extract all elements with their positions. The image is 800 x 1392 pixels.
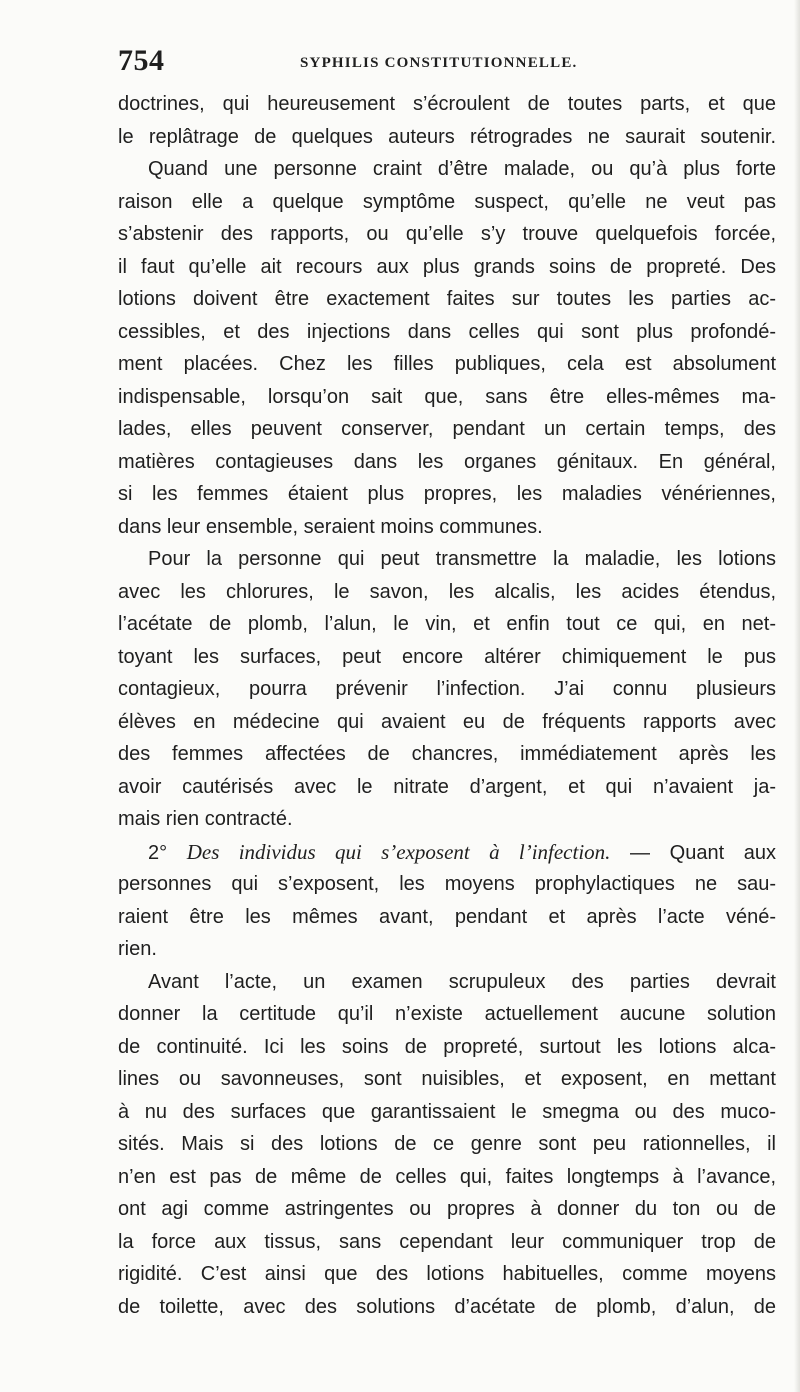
- section-number: 2°: [148, 841, 168, 864]
- section-title: Des individus qui s’exposent à l’infection.: [186, 839, 611, 864]
- text-line: de toilette, avec des solutions d’acétate de plomb, d’alun, de: [118, 1295, 776, 1318]
- text-line: des femmes affectées de chancres, immédiatement après les: [118, 743, 776, 765]
- text-line: Avant l’acte, un examen scrupuleux des parties devrait: [148, 970, 776, 993]
- text-line: il faut qu’elle ait recours aux plus grands soins de propreté. Des: [118, 255, 776, 278]
- text-line: Pour la personne qui peut transmettre la maladie, les lotions: [148, 548, 776, 570]
- text-line: élèves en médecine qui avaient eu de fréquents rapports avec: [118, 710, 776, 733]
- text-line: de continuité. Ici les soins de propreté, surtout les lotions alca-: [118, 1035, 776, 1058]
- text-line: ont agi comme astringentes ou propres à donner du ton ou de: [118, 1198, 776, 1220]
- text-line: indispensable, lorsqu’on sait que, sans être elles-mêmes ma-: [118, 385, 776, 408]
- text-line: si les femmes étaient plus propres, les maladies vénériennes,: [118, 483, 776, 505]
- text-line: n’en est pas de même de celles qui, faites longtemps à l’avance,: [118, 1165, 776, 1188]
- text-line: dans leur ensemble, seraient moins communes.: [118, 515, 543, 538]
- text-line: lines ou savonneuses, sont nuisibles, et exposent, en mettant: [118, 1068, 776, 1090]
- text-line: doctrines, qui heureusement s’écroulent de toutes parts, et que: [118, 93, 776, 115]
- text-line: matières contagieuses dans les organes génitaux. En général,: [118, 450, 776, 473]
- text-line: la force aux tissus, sans cependant leur communiquer trop de: [118, 1230, 776, 1253]
- text-line: mais rien contracté.: [118, 808, 293, 830]
- text-line: raison elle a quelque symptôme suspect, qu’elle ne veut pas: [118, 190, 776, 213]
- text-line: rien.: [118, 938, 157, 960]
- text-line: rigidité. C’est ainsi que des lotions habituelles, comme moyens: [118, 1263, 776, 1285]
- text-line: cessibles, et des injections dans celles qui sont plus profondé-: [118, 320, 776, 343]
- text-line: sités. Mais si des lotions de ce genre sont peu rationnelles, il: [118, 1133, 776, 1155]
- body-text: [118, 88, 776, 1323]
- running-title: SYPHILIS CONSTITUTIONNELLE.: [300, 55, 578, 71]
- running-head: [118, 44, 758, 84]
- text-line: avec les chlorures, le savon, les alcalis, les acides étendus,: [118, 580, 776, 603]
- text-line: Quand une personne craint d’être malade, ou qu’à plus forte: [148, 158, 776, 180]
- text-line: à nu des surfaces que garantissaient le smegma ou des muco-: [118, 1100, 776, 1123]
- text-line: avoir cautérisés avec le nitrate d’argent, et qui n’avaient ja-: [118, 775, 776, 798]
- text-line: lades, elles peuvent conserver, pendant un certain temps, des: [118, 418, 776, 440]
- page-edge-shadow: [794, 0, 800, 1392]
- text-line: contagieux, pourra prévenir l’infection. J’ai connu plusieurs: [118, 678, 776, 700]
- text-line: l’acétate de plomb, l’alun, le vin, et enfin tout ce qui, en net-: [118, 613, 776, 635]
- text-line: lotions doivent être exactement faites sur toutes les parties ac-: [118, 288, 776, 310]
- text-line: le replâtrage de quelques auteurs rétrogrades ne saurait soutenir.: [118, 125, 776, 148]
- text-line: toyant les surfaces, peut encore altérer chimiquement le pus: [118, 645, 776, 668]
- section-text: — Quant aux: [630, 841, 776, 864]
- page-number: 754: [118, 44, 165, 77]
- text-line: raient être les mêmes avant, pendant et après l’acte véné-: [118, 905, 776, 928]
- text-line: s’abstenir des rapports, ou qu’elle s’y trouve quelquefois forcée,: [118, 223, 776, 245]
- section-heading-line: [118, 836, 776, 869]
- text-line: ment placées. Chez les filles publiques, cela est absolument: [118, 353, 776, 375]
- text-line: personnes qui s’exposent, les moyens prophylactiques ne sau-: [118, 873, 776, 895]
- text-line: donner la certitude qu’il n’existe actuellement aucune solution: [118, 1003, 776, 1025]
